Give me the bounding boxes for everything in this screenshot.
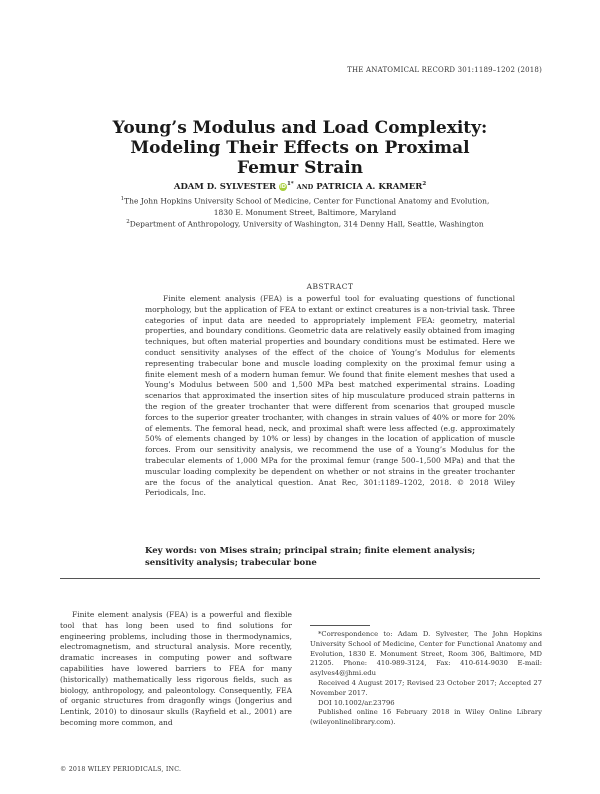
received-dates: Received 4 August 2017; Revised 23 October 2017; Accepted 27 November 2017. bbox=[310, 678, 542, 697]
author-sup: 2 bbox=[422, 181, 427, 187]
keywords-text: von Mises strain; principal strain; finite element analysis; sensitivity analysis; trabecular bone bbox=[145, 546, 476, 568]
body-paragraph: Finite element analysis (FEA) is a powerful and flexible tool that has long been used to find solutions for engineering problems, including those in thermodynamics, electromagnetism, and structural analysis. More recently, dramatic increases in computing power and software capabilities have lowered barriers to FEA for many (historically) mathematically less rigorous fields, such as biology, anthropology, and paleontology. Consequently, FEA of organic structures from dragonfly wings (Jongerius and Lentink, 2010) to dinosaur skulls (Rayfield et al., 2001) are becoming more common, and bbox=[60, 610, 292, 727]
author-sup: 1* bbox=[286, 181, 294, 187]
author-name: ADAM D. SYLVESTER bbox=[173, 181, 277, 192]
abstract-heading: ABSTRACT bbox=[306, 282, 354, 291]
keywords-label: Key words: bbox=[145, 546, 197, 556]
running-head: THE ANATOMICAL RECORD 301:1189–1202 (2018) bbox=[347, 66, 542, 74]
title-line: Modeling Their Effects on Proximal bbox=[130, 138, 470, 158]
affiliation-sup: 2 bbox=[126, 219, 130, 225]
correspondence-footnote bbox=[310, 625, 542, 728]
title-line: Femur Strain bbox=[236, 158, 364, 178]
keywords bbox=[145, 545, 515, 569]
abstract bbox=[145, 294, 515, 499]
title-line: Young’s Modulus and Load Complexity: bbox=[112, 118, 488, 138]
section-divider bbox=[60, 578, 540, 579]
affiliation bbox=[120, 217, 490, 230]
affiliation bbox=[120, 194, 490, 218]
body-column-left bbox=[60, 610, 292, 729]
author-name: PATRICIA A. KRAMER bbox=[316, 181, 423, 192]
affiliation-text: The John Hopkins University School of Medicine, Center for Functional Anatomy and Evolution, 1830 E. Monument Street, Baltimore, Maryland bbox=[124, 196, 490, 217]
published-online: Published online 16 February 2018 in Wiley Online Library (wileyonlinelibrary.com). bbox=[310, 708, 542, 727]
affiliation-text: Department of Anthropology, University of Washington, 314 Denny Hall, Seattle, Washington bbox=[129, 219, 484, 229]
abstract-text: Finite element analysis (FEA) is a powerful tool for evaluating questions of functional morphology, but the application of FEA to extant or extinct creatures is a non-trivial task. Three categories of input data are needed to appropriately implement FEA: geometry, material properties, and boundary conditions. Geometric data are relatively easily obtained from imaging techniques, but often material properties and boundary conditions must be estimated. Here we conduct sensitivity analyses of the effect of the choice of Young’s Modulus for elements representing trabecular bone and muscle loading complexity on the proximal femur using a finite element mesh of a modern human femur. We found that finite element meshes that used a Young’s Modulus between 500 and 1,500 MPa best matched experimental strains. Loading scenarios that approximated the insertion sites of hip musculature produced strain patterns in the region of the greater trochanter that were different from scenarios that grouped muscle forces to the superior greater trochanter, with changes in strain values of 40% or more for 20% of elements. The femoral head, neck, and proximal shaft were less affected (e.g. approximately 50% of elements changed by 10% or less) by changes in the location of application of muscle forces. From our sensitivity analysis, we recommend the use of a Young’s Modulus for the trabecular elements of 1,000 MPa for the proximal femur (range 500–1,500 MPa) and that the muscular loading complexity be dependent on whether or not strains in the greater trochanter are the focus of the analytical question. Anat Rec, 301:1189–1202, 2018. © 2018 Wiley Periodicals, Inc. bbox=[145, 294, 515, 498]
footnote-rule bbox=[310, 625, 370, 626]
author-and: AND bbox=[296, 182, 314, 191]
copyright-footer: © 2018 WILEY PERIODICALS, INC. bbox=[60, 766, 182, 773]
affiliation-sup: 1 bbox=[120, 196, 125, 202]
correspondence-text: *Correspondence to: Adam D. Sylvester, The John Hopkins University School of Medicine, Center for Functional Anatomy and Evolution, 1830 E. Monument Street, Room 306, Baltimore, MD 21205. Phone: 410-989-3124, Fax: 410-614-9030 E-mail: asylves4@jhmi.edu bbox=[310, 630, 542, 678]
article-title bbox=[60, 118, 540, 178]
author-line bbox=[60, 181, 540, 192]
doi: DOI 10.1002/ar.23796 bbox=[318, 698, 395, 707]
orcid-icon[interactable]: iD bbox=[280, 183, 286, 190]
